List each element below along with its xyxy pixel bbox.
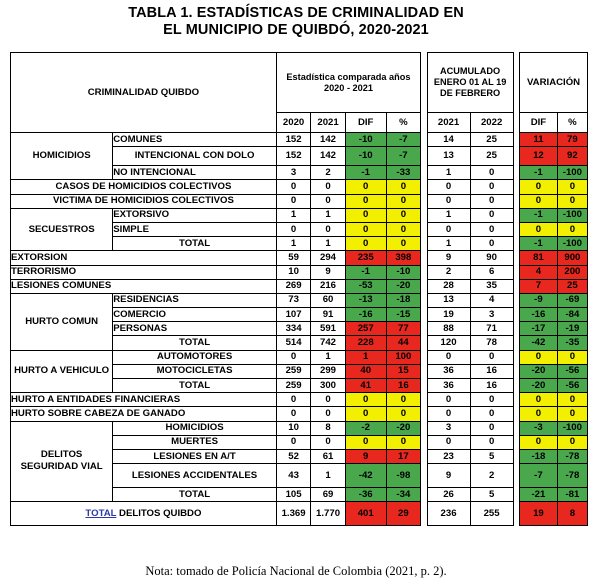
val-2020: 3 [276, 166, 310, 180]
val-2021-acum: 0 [427, 180, 470, 194]
val-2021: 1 [311, 350, 345, 364]
val-dif-var: -16 [520, 308, 558, 322]
val-dif: 1 [345, 350, 386, 364]
val-dif-var: -17 [520, 322, 558, 336]
row-label: COMUNES [113, 133, 277, 147]
val-dif: -10 [345, 147, 386, 166]
val-2021: 1 [311, 464, 345, 488]
val-dif: -1 [345, 166, 386, 180]
val-2021: 0 [311, 222, 345, 236]
val-dif: -2 [345, 421, 386, 435]
val-2022-acum: 0 [470, 166, 513, 180]
val-2020: 269 [276, 279, 310, 293]
val-dif: 0 [345, 435, 386, 449]
val-pct-var: -100 [557, 166, 587, 180]
table-row [11, 208, 588, 222]
val-pct-var: 0 [557, 222, 587, 236]
val-2022-acum: 0 [470, 180, 513, 194]
val-dif-var: -20 [520, 379, 558, 393]
val-2021: 142 [311, 133, 345, 147]
val-2022-acum: 5 [470, 488, 513, 502]
val-dif-var: 0 [520, 180, 558, 194]
val-2022-acum: 2 [470, 464, 513, 488]
val-2022-acum: 0 [470, 194, 513, 208]
val-2020: 52 [276, 449, 310, 463]
val-dif: -10 [345, 133, 386, 147]
val-2020: 73 [276, 293, 310, 307]
val-pct-var: 0 [557, 393, 587, 407]
val-pct-var: -78 [557, 449, 587, 463]
val-dif-var: 11 [520, 133, 558, 147]
val-pct: 0 [386, 407, 420, 421]
val-2022-acum: 0 [470, 350, 513, 364]
col-dif-var: DIF [520, 113, 558, 133]
val-2021: 299 [311, 364, 345, 378]
val-pct-var: -56 [557, 379, 587, 393]
row-label: TOTAL [113, 336, 277, 350]
val-2021-acum: 88 [427, 322, 470, 336]
val-dif: -13 [345, 293, 386, 307]
row-label: LESIONES EN A/T [113, 449, 277, 463]
val-dif-var: 0 [520, 435, 558, 449]
val-pct-var: -35 [557, 336, 587, 350]
row-label: MUERTES [113, 435, 277, 449]
val-2022-acum: 6 [470, 265, 513, 279]
val-dif: -53 [345, 279, 386, 293]
val-2022-acum: 4 [470, 293, 513, 307]
val-2022-acum: 0 [470, 208, 513, 222]
val-pct: 0 [386, 180, 420, 194]
header-acumulado: ACUMULADO ENERO 01 AL 19 DE FEBRERO [427, 53, 513, 113]
col-pct: % [386, 113, 420, 133]
val-2020: 1 [276, 237, 310, 251]
val-dif-var: 0 [520, 222, 558, 236]
row-label: VICTIMA DE HOMICIDIOS COLECTIVOS [11, 194, 277, 208]
table-row [11, 502, 588, 526]
val-pct-var: -100 [557, 208, 587, 222]
val-2021-acum: 1 [427, 208, 470, 222]
val-pct: -7 [386, 147, 420, 166]
val-2021: 2 [311, 166, 345, 180]
table-title [0, 5, 592, 39]
val-2020: 107 [276, 308, 310, 322]
val-pct-var: -100 [557, 421, 587, 435]
val-dif: 0 [345, 180, 386, 194]
row-label: SIMPLE [113, 222, 277, 236]
val-2021: 142 [311, 147, 345, 166]
row-label: HOMICIDIOS [113, 421, 277, 435]
val-2022-acum: 255 [470, 502, 513, 526]
val-2020: 59 [276, 251, 310, 265]
val-2021-acum: 1 [427, 166, 470, 180]
val-dif-var: -42 [520, 336, 558, 350]
val-pct: 0 [386, 435, 420, 449]
val-2022-acum: 25 [470, 133, 513, 147]
val-2021-acum: 2 [427, 265, 470, 279]
val-2021: 300 [311, 379, 345, 393]
table-row [11, 251, 588, 265]
row-label: NO INTENCIONAL [113, 166, 277, 180]
val-2021-acum: 0 [427, 222, 470, 236]
val-2020: 0 [276, 180, 310, 194]
val-2022-acum: 71 [470, 322, 513, 336]
val-dif: 257 [345, 322, 386, 336]
val-dif-var: 0 [520, 350, 558, 364]
val-pct: -20 [386, 421, 420, 435]
title-line-1: TABLA 1. ESTADÍSTICAS DE CRIMINALIDAD EN [128, 5, 464, 21]
row-label: RESIDENCIAS [113, 293, 277, 307]
val-2020: 0 [276, 222, 310, 236]
val-2021-acum: 23 [427, 449, 470, 463]
val-2022-acum: 0 [470, 222, 513, 236]
val-2021-acum: 13 [427, 293, 470, 307]
val-2021-acum: 236 [427, 502, 470, 526]
val-dif: -36 [345, 488, 386, 502]
col-dif: DIF [345, 113, 386, 133]
table-row [11, 293, 588, 307]
val-2021: 60 [311, 293, 345, 307]
val-2022-acum: 0 [470, 421, 513, 435]
table-row [11, 407, 588, 421]
val-pct: 15 [386, 364, 420, 378]
val-dif: 0 [345, 237, 386, 251]
val-2020: 0 [276, 435, 310, 449]
val-pct: 44 [386, 336, 420, 350]
val-2022-acum: 3 [470, 308, 513, 322]
row-label: EXTORSION [11, 251, 277, 265]
val-dif-var: 81 [520, 251, 558, 265]
val-pct-var: 0 [557, 435, 587, 449]
total-label-rest: DELITOS QUIBDO [116, 507, 202, 519]
row-label: LESIONES COMUNES [11, 279, 277, 293]
val-2021: 0 [311, 407, 345, 421]
val-2022-acum: 0 [470, 435, 513, 449]
val-pct: 0 [386, 194, 420, 208]
val-dif: 0 [345, 393, 386, 407]
val-2020: 259 [276, 364, 310, 378]
val-dif-var: -1 [520, 237, 558, 251]
val-pct-var: -56 [557, 364, 587, 378]
row-label: TOTAL [113, 379, 277, 393]
col-2022-acum: 2022 [470, 113, 513, 133]
val-2021-acum: 0 [427, 194, 470, 208]
col-2021: 2021 [311, 113, 345, 133]
val-dif-var: -9 [520, 293, 558, 307]
val-2021: 0 [311, 393, 345, 407]
row-label: HURTO A ENTIDADES FINANCIERAS [11, 393, 277, 407]
val-dif-var: 0 [520, 194, 558, 208]
val-dif-var: -18 [520, 449, 558, 463]
table-row [11, 393, 588, 407]
val-pct: 29 [386, 502, 420, 526]
row-label: TERRORISMO [11, 265, 277, 279]
val-dif-var: -7 [520, 464, 558, 488]
val-dif-var: 0 [520, 407, 558, 421]
val-pct-var: -78 [557, 464, 587, 488]
title-line-2: EL MUNICIPIO DE QUIBDÓ, 2020-2021 [163, 22, 429, 38]
val-2021: 91 [311, 308, 345, 322]
val-2020: 43 [276, 464, 310, 488]
val-dif-var: -20 [520, 364, 558, 378]
val-pct: 0 [386, 208, 420, 222]
val-2020: 152 [276, 133, 310, 147]
val-2022-acum: 0 [470, 407, 513, 421]
val-pct: -10 [386, 265, 420, 279]
row-label: COMERCIO [113, 308, 277, 322]
val-dif-var: 12 [520, 147, 558, 166]
val-2020: 1 [276, 208, 310, 222]
row-label: EXTORSIVO [113, 208, 277, 222]
val-2022-acum: 16 [470, 364, 513, 378]
val-2021: 0 [311, 435, 345, 449]
group-hurto_vehiculo: HURTO A VEHICULO [11, 350, 113, 393]
val-2021: 1 [311, 237, 345, 251]
val-2021-acum: 13 [427, 147, 470, 166]
val-pct: 0 [386, 222, 420, 236]
table-row [11, 279, 588, 293]
row-label: MOTOCICLETAS [113, 364, 277, 378]
val-2020: 334 [276, 322, 310, 336]
val-2020: 152 [276, 147, 310, 166]
val-pct: 398 [386, 251, 420, 265]
val-dif-var: -1 [520, 208, 558, 222]
val-2022-acum: 25 [470, 147, 513, 166]
val-2021-acum: 9 [427, 464, 470, 488]
val-2020: 0 [276, 393, 310, 407]
val-2021: 8 [311, 421, 345, 435]
val-2021: 69 [311, 488, 345, 502]
val-2020: 0 [276, 350, 310, 364]
row-label: PERSONAS [113, 322, 277, 336]
val-2021-acum: 0 [427, 393, 470, 407]
val-2020: 10 [276, 265, 310, 279]
table-row [11, 194, 588, 208]
val-2021-acum: 9 [427, 251, 470, 265]
val-2021-acum: 3 [427, 421, 470, 435]
val-2022-acum: 35 [470, 279, 513, 293]
val-2021-acum: 36 [427, 364, 470, 378]
col-2020: 2020 [276, 113, 310, 133]
val-2021: 1 [311, 208, 345, 222]
val-pct: -34 [386, 488, 420, 502]
val-2021: 294 [311, 251, 345, 265]
val-dif: 9 [345, 449, 386, 463]
row-label: TOTAL [113, 488, 277, 502]
val-pct: -20 [386, 279, 420, 293]
val-2021: 61 [311, 449, 345, 463]
val-dif: 0 [345, 208, 386, 222]
val-2021-acum: 0 [427, 435, 470, 449]
val-2021-acum: 120 [427, 336, 470, 350]
val-pct-var: 900 [557, 251, 587, 265]
val-pct: -98 [386, 464, 420, 488]
val-pct-var: 200 [557, 265, 587, 279]
val-2021-acum: 36 [427, 379, 470, 393]
val-2021-acum: 28 [427, 279, 470, 293]
val-2020: 10 [276, 421, 310, 435]
val-pct: 77 [386, 322, 420, 336]
val-dif-var: 7 [520, 279, 558, 293]
val-dif: 0 [345, 222, 386, 236]
val-2022-acum: 16 [470, 379, 513, 393]
group-homicidios: HOMICIDIOS [11, 133, 113, 180]
val-dif: 228 [345, 336, 386, 350]
val-pct-var: 0 [557, 407, 587, 421]
header-estadistica: Estadística comparada años 2020 - 2021 [276, 53, 420, 113]
val-2021-acum: 26 [427, 488, 470, 502]
table-row [11, 265, 588, 279]
val-pct-var: -19 [557, 322, 587, 336]
val-dif-var: -3 [520, 421, 558, 435]
val-2021-acum: 0 [427, 350, 470, 364]
val-dif: 401 [345, 502, 386, 526]
val-dif: 0 [345, 194, 386, 208]
group-hurto_comun: HURTO COMUN [11, 293, 113, 350]
row-label: AUTOMOTORES [113, 350, 277, 364]
row-label: CASOS DE HOMICIDIOS COLECTIVOS [11, 180, 277, 194]
val-dif-var: -21 [520, 488, 558, 502]
val-2021: 591 [311, 322, 345, 336]
val-pct-var: 79 [557, 133, 587, 147]
val-pct-var: -84 [557, 308, 587, 322]
row-label: TOTAL [113, 237, 277, 251]
val-pct-var: -100 [557, 237, 587, 251]
val-2022-acum: 5 [470, 449, 513, 463]
val-2021: 0 [311, 180, 345, 194]
val-dif: 0 [345, 407, 386, 421]
val-2021-acum: 14 [427, 133, 470, 147]
val-2021: 9 [311, 265, 345, 279]
val-2020: 1.369 [276, 502, 310, 526]
val-pct: 0 [386, 393, 420, 407]
val-2022-acum: 90 [470, 251, 513, 265]
row-label: LESIONES ACCIDENTALES [113, 464, 277, 488]
val-pct: 100 [386, 350, 420, 364]
val-pct: -33 [386, 166, 420, 180]
val-2020: 105 [276, 488, 310, 502]
header-variacion: VARIACIÓN [520, 53, 588, 113]
row-label [11, 502, 277, 526]
row-label: INTENCIONAL CON DOLO [113, 147, 277, 166]
val-pct-var: 0 [557, 194, 587, 208]
header-criminalidad: CRIMINALIDAD QUIBDO [11, 53, 277, 133]
val-dif-var: 0 [520, 393, 558, 407]
val-pct-var: 8 [557, 502, 587, 526]
group-secuestros: SECUESTROS [11, 208, 113, 251]
val-pct-var: 0 [557, 350, 587, 364]
val-dif-var: 4 [520, 265, 558, 279]
col-2021-acum: 2021 [427, 113, 470, 133]
val-pct: 16 [386, 379, 420, 393]
val-2021-acum: 1 [427, 237, 470, 251]
row-label: HURTO SOBRE CABEZA DE GANADO [11, 407, 277, 421]
val-pct: -18 [386, 293, 420, 307]
val-dif: 40 [345, 364, 386, 378]
table-row [11, 180, 588, 194]
val-dif: -42 [345, 464, 386, 488]
val-pct: 17 [386, 449, 420, 463]
val-2021-acum: 19 [427, 308, 470, 322]
val-2022-acum: 78 [470, 336, 513, 350]
total-underlined-label: TOTAL [85, 507, 117, 519]
val-pct: -7 [386, 133, 420, 147]
val-2022-acum: 0 [470, 237, 513, 251]
val-pct-var: 25 [557, 279, 587, 293]
val-pct-var: -81 [557, 488, 587, 502]
val-2021-acum: 0 [427, 407, 470, 421]
val-2021: 1.770 [311, 502, 345, 526]
val-pct-var: 92 [557, 147, 587, 166]
group-delitos_vial: DELITOS SEGURIDAD VIAL [11, 421, 113, 502]
val-2021: 742 [311, 336, 345, 350]
source-note: Nota: tomado de Policía Nacional de Colombia (2021, p. 2). [145, 564, 447, 578]
table-row [11, 350, 588, 364]
val-dif: 235 [345, 251, 386, 265]
val-2021: 0 [311, 194, 345, 208]
val-pct: -15 [386, 308, 420, 322]
statistics-table [10, 52, 588, 547]
val-2022-acum: 0 [470, 393, 513, 407]
val-dif: -16 [345, 308, 386, 322]
val-2021: 216 [311, 279, 345, 293]
val-2020: 0 [276, 194, 310, 208]
val-2020: 0 [276, 407, 310, 421]
val-dif: 41 [345, 379, 386, 393]
val-pct: 0 [386, 237, 420, 251]
val-pct-var: -69 [557, 293, 587, 307]
val-pct-var: 0 [557, 180, 587, 194]
table-row [11, 133, 588, 147]
val-2020: 514 [276, 336, 310, 350]
table-row [11, 421, 588, 435]
col-pct-var: % [557, 113, 587, 133]
val-dif-var: -1 [520, 166, 558, 180]
val-dif: -1 [345, 265, 386, 279]
val-dif-var: 19 [520, 502, 558, 526]
val-2020: 259 [276, 379, 310, 393]
